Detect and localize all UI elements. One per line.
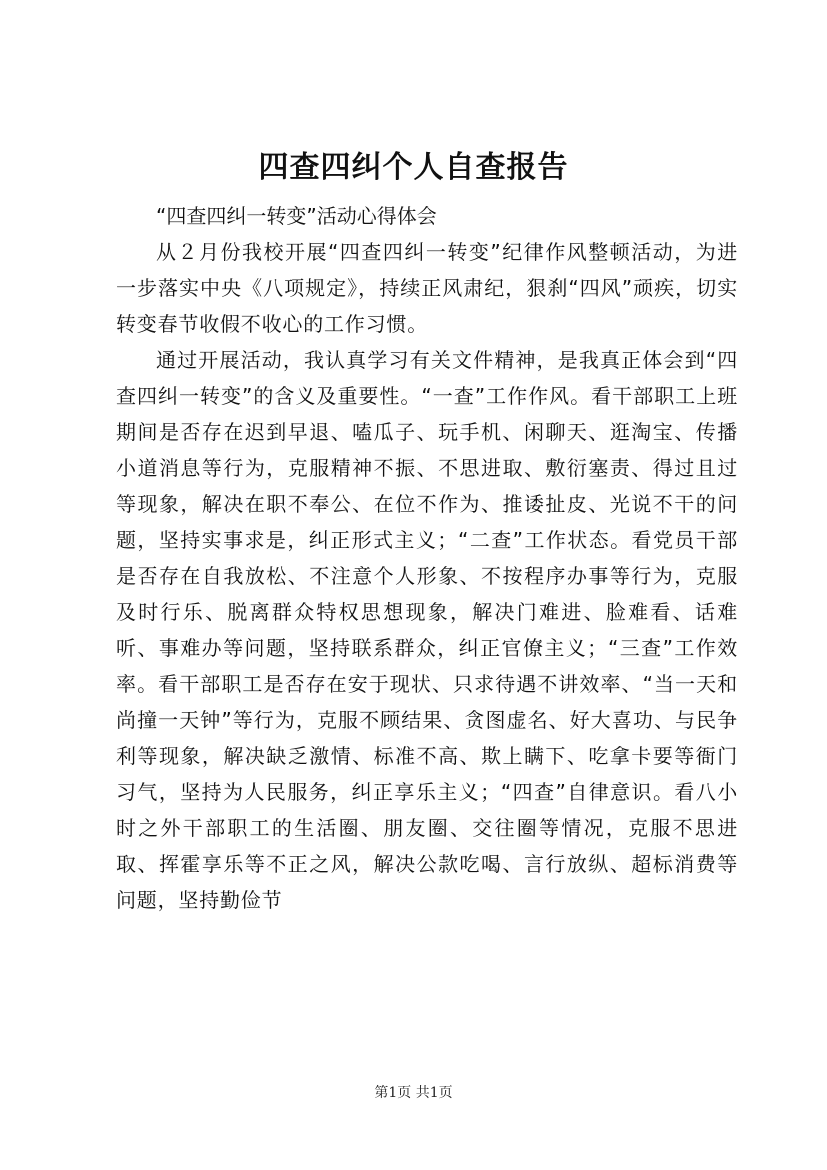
document-title: 四查四纠个人自查报告 xyxy=(258,150,569,185)
paragraph-main: 通过开展活动，我认真学习有关文件精神，是我真正体会到“四查四纠一转变”的含义及重要性。“一查”工作作风。看干部职工上班期间是否存在迟到早退、嗑瓜子、玩手机、闲聊天、逛淘宝、传播小道消息等行为，克服精神不振、不思进取、敷衍塞责、得过且过等现象，解决在职不奉公、在位不作为、推诿扯皮、光说不干的问题，坚持实事求是，纠正形式主义；“二查”工作状态。看党员干部是否存在自我放松、不注意个人形象、不按程序办事等行为，克服及时行乐、脱离群众特权思想现象，解决门难进、脸难看、话难听、事难办等问题，坚持联系群众，纠正官僚主义；“三查”工作效率。看干部职工是否存在安于现状、只求待遇不讲效率、“当一天和尚撞一天钟”等行为，克服不顾结果、贪图虚名、好大喜功、与民争利等现象，解决缺乏激情、标准不高、欺上瞒下、吃拿卡要等衙门习气，坚持为人民服务，纠正享乐主义；“四查”自律意识。看八小时之外干部职工的生活圈、朋友圈、交往圈等情况，克服不思进取、挥霍享乐等不正之风，解决公款吃喝、言行放纵、超标消费等问题，坚持勤俭节 xyxy=(116,348,738,912)
paragraph-intro: 从２月份我校开展“四查四纠一转变”纪律作风整顿活动，为进一步落实中央《八项规定》，持续正风肃纪，狠刹“四风”顽疾，切实转变春节收假不收心的工作习惯。 xyxy=(116,240,738,336)
page-footer: 第1页 共1页 xyxy=(374,1085,453,1101)
document-subtitle: “四查四纠一转变”活动心得体会 xyxy=(156,204,437,228)
document-body xyxy=(116,198,738,918)
